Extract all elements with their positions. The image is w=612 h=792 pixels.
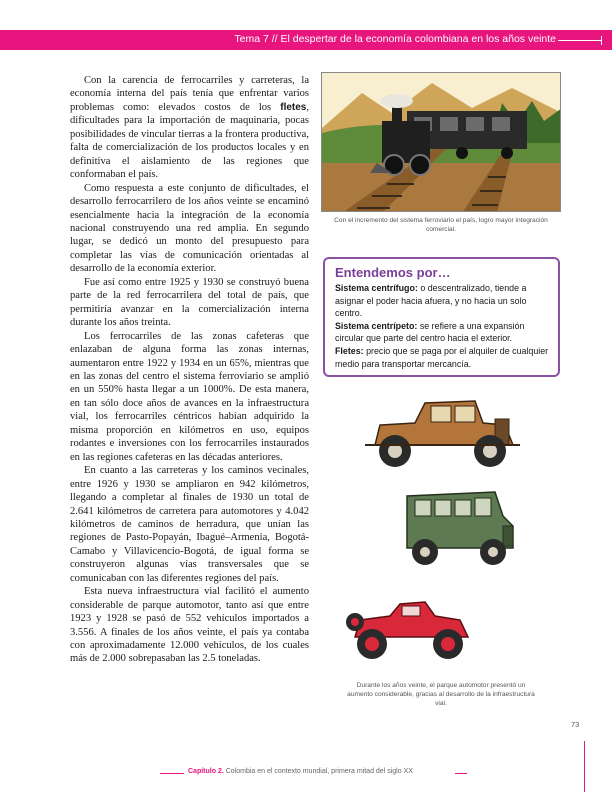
train-caption: Con el incremento del sistema ferroviario el país, logro mayor integración comercial. [334, 217, 548, 233]
p1-text-a: Con la carencia de ferrocarriles y carreteras, la economía interna del país tenía que enfrentar varios problemas como: elevados costos de los [70, 75, 309, 113]
paragraph-4: Los ferrocarriles de las zonas cafeteras que enlazaban de alguna forma las zonas internas, aumentaron entre 1922 y 1934 en un 65%, mientras que en las zonas del centro el sistema ferroviario se amplió en un 550% hasta llegar a un 1000%. De esta manera, en tan sólo doce años de avances en la infraestructura vial, los ferrocarriles céntricos habían adquirido la misma proporción en kilómetros en uso, equipos rodantes e inversiones con los ferrocarriles instaurados en las regiones cafeteras en las décadas anteriores. [70, 330, 309, 463]
definition-1-text: o descentralizado, tiende a asignar el poder hacia afuera, y no hacia un solo centro. [335, 283, 527, 319]
section-title: Tema 7 // El despertar de la economía colombiana en los años veinte [234, 33, 556, 45]
p1-text-b: , dificultades para la importación de maquinaria, pocas posibilidades de vincular tierras a la frontera productiva, falta de comercialización de los productos locales y en definitiva el aislamiento de las regiones que conformaban el país. [70, 101, 309, 181]
definition-2-text: se refiere a una expansión circular que parte del centro hacia el exterior. [335, 320, 525, 344]
footer-rule-left [160, 773, 184, 774]
footer-title: Colombia en el contexto mundial, primera mitad del siglo XX [223, 768, 413, 775]
footer-chapter: Capítulo 2. [188, 768, 224, 775]
paragraph-3: Fue así como entre 1925 y 1930 se construyó buena parte de la red ferrocarrilera del total de país, que permitiría avanzar en la comercialización interna durante los años treinta. [70, 276, 309, 329]
paragraph-2: Como respuesta a este conjunto de dificultades, el desarrollo ferrocarrilero de los años veinte se encaminó esencialmente hacia la integración de la economía nacional construyendo una red amplia. En segundo lugar, se dedicó un monto del presupuesto para completar las vías de comunicación orientadas al desarrollo de la economía exterior. [70, 182, 309, 275]
definition-3-term: Fletes: [335, 345, 364, 356]
header-tick [601, 36, 602, 45]
right-margin-rule [584, 741, 585, 792]
footer-text [188, 768, 413, 775]
train-illustration [321, 72, 561, 212]
page-number: 73 [571, 720, 580, 729]
definition-1-term: Sistema centrífugo: [335, 283, 418, 293]
green-car-illustration [395, 486, 520, 571]
p1-term: fletes [280, 101, 307, 113]
body-text [70, 74, 309, 666]
definition-1 [335, 282, 550, 320]
definitions-box [323, 257, 560, 377]
paragraph-5: En cuanto a las carreteras y los caminos vecinales, entre 1926 y 1930 se ampliaron en 942 kilómetros, llegando a completar al finales de 1930 un total de 2.641 kilómetros de carretera para automotores y 4.042 kilómetros de caminos de herradura, que unían las regiones de Pasto-Popayán, Ibagué–Armenia, Bogotá-Camabo y Villavicencio-Bogotá, de igual forma se construyeron algunas vías transversales que se comunicaban con las diferentes regiones del país. [70, 465, 309, 584]
brown-car-illustration [355, 385, 525, 475]
paragraph-1 [70, 74, 309, 182]
definition-3-text: precio que se paga por el alquiler de cualquier medio para transportar mercancía. [335, 345, 549, 369]
header-rule [558, 40, 602, 41]
cars-caption: Durante los años veinte, el parque automotor presentó un aumento considerable, gracias al desarrollo de la infraestructura vial. [347, 682, 535, 707]
header-band [0, 30, 612, 50]
definitions-heading: Entendemos por… [335, 265, 451, 280]
definition-3 [335, 345, 550, 370]
footer-rule-right [455, 773, 467, 774]
train-drawing [322, 73, 561, 212]
red-car-illustration [340, 582, 475, 667]
definition-2-term: Sistema centrípeto: [335, 320, 418, 331]
definition-2 [335, 320, 550, 345]
footer [0, 768, 612, 780]
paragraph-6: Esta nueva infraestructura vial facilitó el aumento considerable de parque automotor, tanto así que entre 1923 y 1928 se pasó de 552 vehículos importados a 3.556. A finales de los años veinte, el país ya contaba con aproximadamente 12.000 vehículos, de los cuales más de 2.000 sobrepasaban las 2.5 toneladas. [70, 586, 309, 665]
